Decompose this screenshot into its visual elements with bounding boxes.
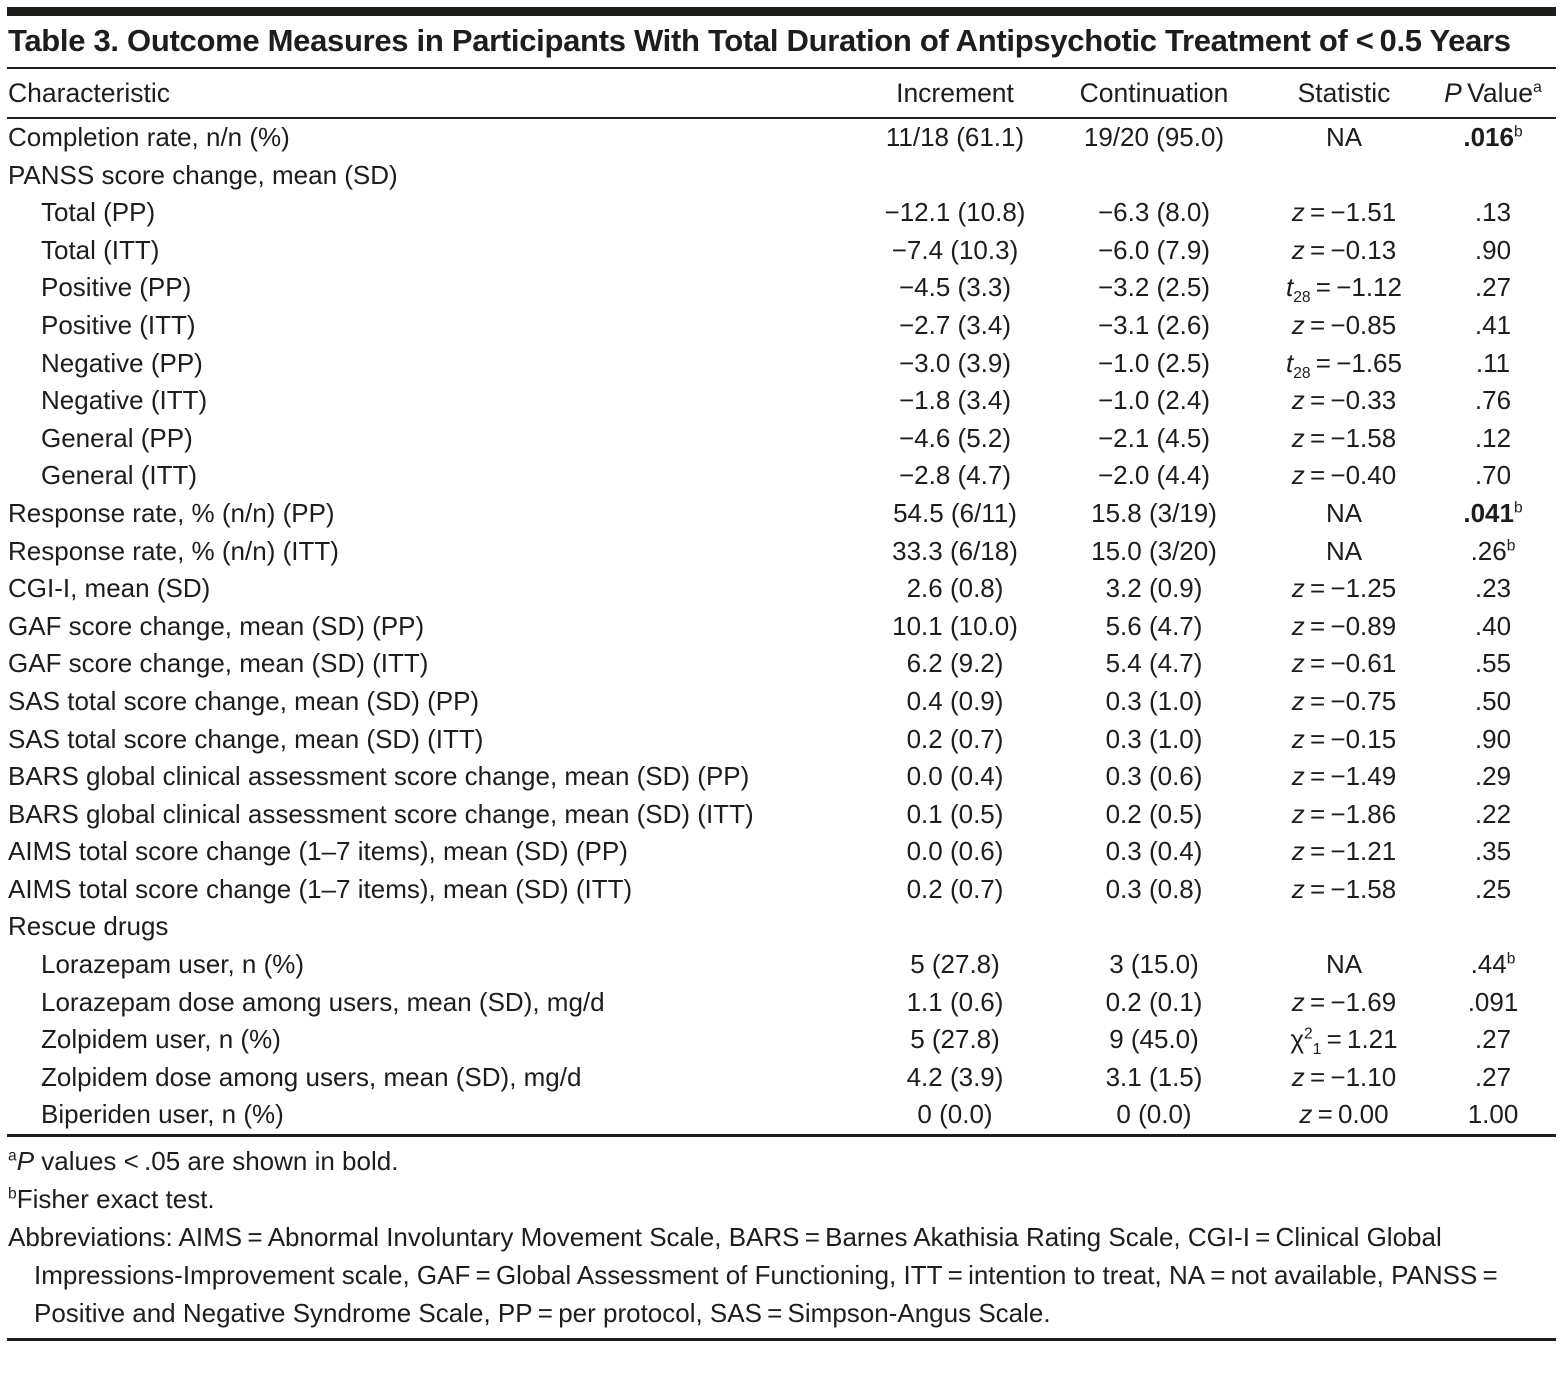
row-label: CGI-I, mean (SD): [8, 573, 211, 604]
cell-pvalue: .55: [1474, 648, 1512, 679]
row-label: Total (PP): [41, 197, 156, 228]
table-title: Table 3. Outcome Measures in Participants With Total Duration of Antipsychotic Treatment of < 0.5 Years: [8, 23, 1511, 58]
cell-statistic: NA: [1325, 949, 1363, 980]
row-label: Negative (PP): [41, 347, 203, 378]
cell-continuation: 0.3 (0.6): [1105, 761, 1203, 792]
table-row: [7, 570, 1556, 608]
footnote-b-text: Fisher exact test.: [16, 1184, 215, 1215]
cell-statistic: z = −0.13: [1291, 234, 1397, 265]
table-row: [7, 833, 1556, 871]
cell-increment: [860, 908, 1050, 946]
cell-continuation: −1.0 (2.4): [1097, 385, 1210, 416]
footnote-a-italic-p: P: [16, 1146, 35, 1177]
table-row: [7, 495, 1556, 533]
cell-continuation: 3.1 (1.5): [1105, 1061, 1203, 1092]
cell-increment: −2.7 (3.4): [898, 309, 1011, 340]
cell-increment: −4.5 (3.3): [898, 272, 1011, 303]
footnote-a-text: values < .05 are shown in bold.: [34, 1146, 399, 1177]
cell-pvalue: .22: [1474, 798, 1512, 829]
row-label: GAF score change, mean (SD) (ITT): [8, 648, 429, 679]
cell-pvalue: .90: [1474, 234, 1512, 265]
cell-increment: [860, 157, 1050, 195]
cell-statistic: NA: [1325, 122, 1363, 152]
cell-statistic: z = −1.49: [1291, 761, 1397, 792]
cell-pvalue: .41: [1474, 309, 1512, 340]
cell-pvalue: .29: [1474, 761, 1512, 792]
cell-increment: 0 (0.0): [917, 1099, 993, 1130]
row-label: GAF score change, mean (SD) (PP): [8, 610, 425, 641]
pvalue-header-rest: Value: [1461, 77, 1533, 108]
row-label: General (ITT): [41, 460, 198, 491]
top-bar: [7, 7, 1556, 16]
cell-continuation: 0 (0.0): [1116, 1099, 1192, 1130]
cell-increment: 1.1 (0.6): [906, 986, 1004, 1017]
cell-increment: −4.6 (5.2): [898, 422, 1011, 453]
cell-statistic: z = −1.86: [1291, 798, 1397, 829]
row-label: Negative (ITT): [41, 385, 208, 416]
cell-continuation: 0.3 (0.4): [1105, 836, 1203, 867]
row-label: Completion rate, n/n (%): [8, 122, 290, 152]
cell-increment: 33.3 (6/18): [892, 535, 1018, 566]
cell-statistic: NA: [1325, 535, 1363, 566]
cell-continuation: [1050, 157, 1258, 195]
row-label: AIMS total score change (1–7 items), mean (SD) (ITT): [8, 873, 633, 904]
cell-statistic: z = −1.58: [1291, 873, 1397, 904]
cell-statistic: [1258, 157, 1430, 195]
footnote-a-marker: a: [8, 1147, 17, 1165]
table-row: [7, 796, 1556, 834]
table-row: [7, 533, 1556, 571]
bottom-rule: [7, 1338, 1556, 1341]
col-header-increment: Increment: [860, 69, 1050, 118]
table-row: [7, 345, 1556, 383]
cell-pvalue: .12: [1474, 422, 1512, 453]
table-row: [7, 194, 1556, 232]
table-row: [7, 946, 1556, 984]
table-row: [7, 758, 1556, 796]
row-label: BARS global clinical assessment score change, mean (SD) (PP): [8, 761, 750, 792]
cell-increment: 4.2 (3.9): [906, 1061, 1004, 1092]
cell-increment: −12.1 (10.8): [884, 197, 1026, 228]
table-body: [7, 118, 1556, 1134]
cell-statistic: z = −0.15: [1291, 723, 1397, 754]
cell-statistic: z = −0.75: [1291, 685, 1397, 716]
cell-continuation: −3.2 (2.5): [1097, 272, 1210, 303]
table-row: [7, 269, 1556, 307]
col-header-characteristic: Characteristic: [7, 69, 860, 118]
col-header-pvalue: [1430, 69, 1556, 118]
table-row: [7, 683, 1556, 721]
cell-continuation: −6.3 (8.0): [1097, 197, 1210, 228]
cell-continuation: −2.1 (4.5): [1097, 422, 1210, 453]
cell-pvalue: .27: [1474, 272, 1512, 303]
row-label: Lorazepam user, n (%): [41, 949, 305, 980]
cell-pvalue: .90: [1474, 723, 1512, 754]
cell-statistic: z = −1.10: [1291, 1061, 1397, 1092]
outcomes-table: [7, 69, 1556, 1134]
cell-continuation: 5.6 (4.7): [1105, 610, 1203, 641]
cell-continuation: 9 (45.0): [1109, 1024, 1199, 1055]
cell-pvalue: 1.00: [1467, 1099, 1519, 1130]
table-row: [7, 721, 1556, 759]
cell-increment: 0.4 (0.9): [906, 685, 1004, 716]
footnote-a: [8, 1142, 1556, 1180]
table-row: [7, 984, 1556, 1022]
table-row: [7, 908, 1556, 946]
cell-continuation: [1050, 908, 1258, 946]
cell-continuation: 19/20 (95.0): [1083, 122, 1225, 152]
header-row: [7, 69, 1556, 118]
cell-continuation: −2.0 (4.4): [1097, 460, 1210, 491]
cell-pvalue: .76: [1474, 385, 1512, 416]
cell-pvalue: .27: [1474, 1024, 1512, 1055]
cell-pvalue: .041$^b$: [1463, 497, 1523, 528]
row-label: SAS total score change, mean (SD) (PP): [8, 685, 480, 716]
table-row: [7, 1059, 1556, 1097]
cell-statistic: [1258, 908, 1430, 946]
cell-statistic: NA: [1325, 497, 1363, 528]
row-label: Response rate, % (n/n) (PP): [8, 497, 335, 528]
cell-pvalue: .44$^b$: [1470, 949, 1516, 980]
cell-statistic: z = −1.25: [1291, 573, 1397, 604]
table-row: [7, 1096, 1556, 1134]
table-row: [7, 307, 1556, 345]
cell-increment: 0.2 (0.7): [906, 873, 1004, 904]
table-row: [7, 871, 1556, 909]
footnote-abbreviations: Abbreviations: AIMS = Abnormal Involuntary Movement Scale, BARS = Barnes Akathisia Rating Scale, CGI-I = Clinical Global Impressions-Improvement scale, GAF = Global Assessment of Functioning, ITT = intention to treat, NA = not available, PANSS = Positive and Negative Syndrome Scale, PP = per protocol, SAS = Simpson-Angus Scale.: [8, 1222, 1503, 1329]
cell-pvalue: .016$^b$: [1463, 122, 1523, 152]
row-label: Total (ITT): [41, 234, 160, 265]
cell-statistic: $\chi^2_1 = 1.21$: [1290, 1024, 1398, 1059]
cell-increment: 54.5 (6/11): [893, 497, 1017, 528]
row-label: PANSS score change, mean (SD): [8, 159, 398, 190]
cell-increment: 2.6 (0.8): [906, 573, 1004, 604]
cell-increment: 11/18 (61.1): [885, 122, 1025, 152]
table-row: [7, 608, 1556, 646]
cell-statistic: z = −0.33: [1291, 385, 1397, 416]
cell-continuation: 15.8 (3/19): [1091, 497, 1217, 528]
row-label: Biperiden user, n (%): [41, 1099, 284, 1130]
row-label: Positive (ITT): [41, 309, 196, 340]
table-row: [7, 645, 1556, 683]
cell-statistic: z = −0.61: [1291, 648, 1397, 679]
cell-continuation: 5.4 (4.7): [1105, 648, 1203, 679]
cell-pvalue: .091: [1467, 986, 1519, 1017]
row-label: AIMS total score change (1–7 items), mean (SD) (PP): [8, 836, 628, 867]
row-label: Positive (PP): [41, 272, 192, 303]
cell-pvalue: .40: [1474, 610, 1512, 641]
cell-statistic: $t_{28} = -1.12$: [1286, 272, 1402, 307]
table-row: [7, 118, 1556, 157]
cell-increment: 0.1 (0.5): [906, 798, 1004, 829]
table-row: [7, 457, 1556, 495]
cell-pvalue: .70: [1474, 460, 1512, 491]
table-row: [7, 420, 1556, 458]
cell-pvalue: .26$^b$: [1470, 535, 1516, 566]
row-label: BARS global clinical assessment score change, mean (SD) (ITT): [8, 798, 754, 829]
cell-increment: −1.8 (3.4): [898, 385, 1011, 416]
cell-increment: 5 (27.8): [910, 949, 1000, 980]
col-header-statistic: Statistic: [1258, 69, 1430, 118]
cell-continuation: 0.3 (0.8): [1105, 873, 1203, 904]
cell-statistic: $t_{28} = -1.65$: [1286, 347, 1402, 382]
cell-continuation: −1.0 (2.5): [1097, 347, 1210, 378]
row-label: SAS total score change, mean (SD) (ITT): [8, 723, 484, 754]
cell-statistic: z = 0.00: [1299, 1099, 1389, 1130]
cell-pvalue: [1430, 157, 1556, 195]
cell-statistic: z = −1.58: [1291, 422, 1397, 453]
table-row: [7, 382, 1556, 420]
cell-statistic: z = −0.85: [1291, 309, 1397, 340]
footnote-rule: [7, 1134, 1556, 1137]
cell-pvalue: .23: [1474, 573, 1512, 604]
cell-increment: −7.4 (10.3): [891, 234, 1019, 265]
cell-continuation: 0.2 (0.5): [1105, 798, 1203, 829]
cell-increment: 0.2 (0.7): [906, 723, 1004, 754]
table-row: [7, 1021, 1556, 1059]
cell-pvalue: .50: [1474, 685, 1512, 716]
row-label: Zolpidem user, n (%): [41, 1024, 281, 1055]
cell-continuation: 3 (15.0): [1109, 949, 1199, 980]
cell-pvalue: .13: [1474, 197, 1512, 228]
cell-increment: 5 (27.8): [910, 1024, 1000, 1055]
table-row: [7, 157, 1556, 195]
cell-statistic: z = −1.69: [1291, 986, 1397, 1017]
cell-statistic: z = −0.89: [1291, 610, 1397, 641]
cell-continuation: 3.2 (0.9): [1105, 573, 1203, 604]
cell-increment: −3.0 (3.9): [898, 347, 1011, 378]
pvalue-header-italic-p: P: [1444, 77, 1462, 108]
footnote-b: [8, 1180, 1556, 1218]
cell-continuation: 0.3 (1.0): [1105, 685, 1203, 716]
cell-pvalue: .35: [1474, 836, 1512, 867]
row-label: Rescue drugs: [8, 911, 169, 942]
row-label: Response rate, % (n/n) (ITT): [8, 535, 339, 566]
footnotes: [7, 1142, 1556, 1332]
cell-statistic: z = −0.40: [1291, 460, 1397, 491]
cell-increment: 0.0 (0.6): [906, 836, 1004, 867]
cell-continuation: −6.0 (7.9): [1097, 234, 1210, 265]
cell-continuation: 0.3 (1.0): [1105, 723, 1203, 754]
cell-continuation: 15.0 (3/20): [1091, 535, 1217, 566]
col-header-continuation: Continuation: [1050, 69, 1258, 118]
cell-statistic: z = −1.21: [1291, 836, 1397, 867]
cell-continuation: −3.1 (2.6): [1097, 309, 1210, 340]
row-label: Zolpidem dose among users, mean (SD), mg/d: [41, 1061, 582, 1092]
cell-pvalue: .25: [1474, 873, 1512, 904]
cell-increment: −2.8 (4.7): [898, 460, 1011, 491]
cell-increment: 10.1 (10.0): [892, 610, 1018, 641]
row-label: Lorazepam dose among users, mean (SD), mg/d: [41, 986, 605, 1017]
cell-increment: 0.0 (0.4): [906, 761, 1004, 792]
cell-pvalue: [1430, 908, 1556, 946]
cell-increment: 6.2 (9.2): [906, 648, 1004, 679]
row-label: General (PP): [41, 422, 193, 453]
cell-pvalue: .27: [1474, 1061, 1512, 1092]
footnote-b-marker: b: [8, 1185, 17, 1203]
cell-statistic: z = −1.51: [1291, 197, 1397, 228]
table-row: [7, 232, 1556, 270]
cell-pvalue: .11: [1475, 347, 1511, 378]
cell-continuation: 0.2 (0.1): [1105, 986, 1203, 1017]
pvalue-header-footnote-marker: a: [1532, 78, 1542, 96]
